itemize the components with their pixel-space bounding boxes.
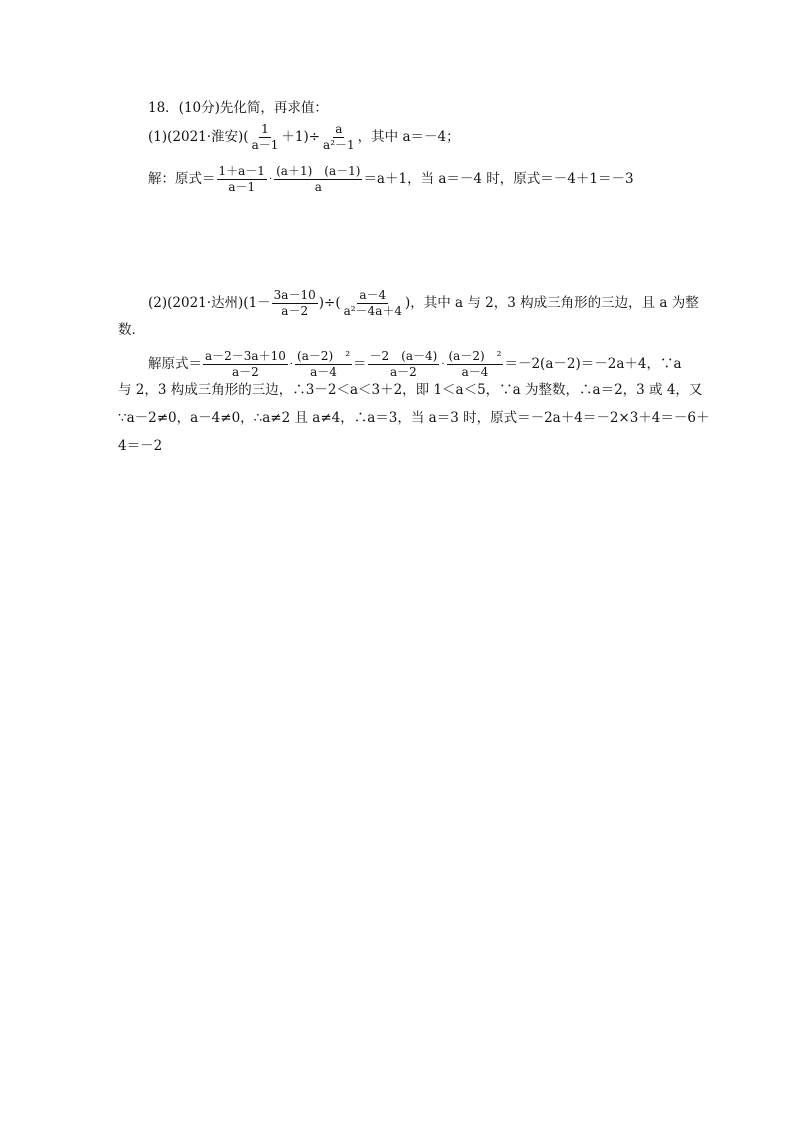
solution1-prefix: 解：原式＝ — [148, 171, 216, 187]
fraction-denominator: a²－4a＋4 — [343, 304, 402, 318]
solution2-prefix: 解原式＝ — [148, 356, 202, 372]
fraction-numerator: 3a－10 — [273, 288, 316, 302]
solution2-line4: 4＝－2 — [118, 438, 163, 454]
solution2-line2: 与 2，3 构成三角形的三边，∴3－2＜a＜3＋2，即 1＜a＜5，∵a 为整数，∴a＝2，3 或 4，又 — [118, 382, 703, 398]
part2-middle: )÷( — [318, 295, 341, 311]
solution1-fraction-2 — [274, 164, 362, 195]
part1-problem — [148, 122, 460, 153]
fraction-denominator: a－1 — [228, 180, 256, 194]
part1-solution — [148, 164, 634, 195]
solution2-line3: ∵a－2≠0，a－4≠0，∴a≠2 且 a≠4，∴a＝3，当 a＝3 时，原式＝－2a＋4＝－2×3＋4＝－6＋ — [118, 410, 710, 426]
fraction-numerator: (a－2) ² — [448, 349, 502, 363]
fraction-denominator: a－1 — [251, 138, 279, 152]
solution1-suffix: ＝a＋1，当 a＝－4 时，原式＝－4＋1＝－3 — [363, 171, 634, 187]
equals-sign: ＝ — [353, 356, 367, 372]
solution2-suffix: ＝－2(a－2)＝－2a＋4，∵a — [504, 356, 682, 372]
fraction-numerator: (a＋1) (a－1) — [276, 164, 361, 178]
fraction-numerator: a－2－3a＋10 — [205, 349, 286, 363]
part1-suffix: ，其中 a＝－4； — [357, 129, 460, 145]
fraction-denominator: a－4 — [461, 365, 489, 379]
part2-prefix: (2)(2021·达州)(1－ — [148, 295, 271, 311]
part2-solution — [148, 349, 682, 380]
fraction-numerator: a－4 — [359, 288, 387, 302]
part1-prefix: (1)(2021·淮安)( — [148, 129, 249, 145]
question-header: 18．(10分)先化简，再求值： — [148, 100, 328, 116]
fraction-denominator: a²－1 — [323, 138, 355, 152]
fraction-numerator: －2 (a－4) — [369, 349, 438, 363]
solution1-fraction-1 — [217, 164, 267, 195]
part2-fraction-1 — [272, 288, 318, 319]
fraction-numerator: (a－2) ² — [297, 349, 351, 363]
solution2-fraction-3 — [368, 349, 440, 380]
part2-problem — [148, 288, 699, 319]
fraction-denominator: a－4 — [310, 365, 337, 379]
fraction-denominator: a－2 — [281, 304, 309, 318]
fraction-numerator: 1＋a－1 — [218, 164, 265, 178]
fraction-denominator: a－2 — [390, 365, 417, 379]
fraction-numerator: a — [335, 122, 343, 136]
part1-middle: ＋1)÷ — [281, 129, 321, 145]
multiply-dot: · — [268, 173, 273, 185]
part2-problem-line2: 数． — [118, 322, 145, 338]
fraction-denominator: a－2 — [232, 365, 259, 379]
multiply-dot: · — [289, 358, 294, 370]
part2-suffix: )，其中 a 与 2，3 构成三角形的三边，且 a 为整 — [404, 295, 699, 311]
part1-fraction-1 — [250, 122, 281, 153]
multiply-dot: · — [441, 358, 445, 370]
solution2-fraction-1 — [203, 349, 288, 380]
part1-fraction-2 — [321, 122, 357, 153]
fraction-numerator: 1 — [261, 122, 269, 136]
solution2-fraction-2 — [295, 349, 352, 380]
fraction-denominator: a — [314, 180, 322, 194]
part2-fraction-2 — [342, 288, 404, 319]
solution2-fraction-4 — [447, 349, 504, 380]
